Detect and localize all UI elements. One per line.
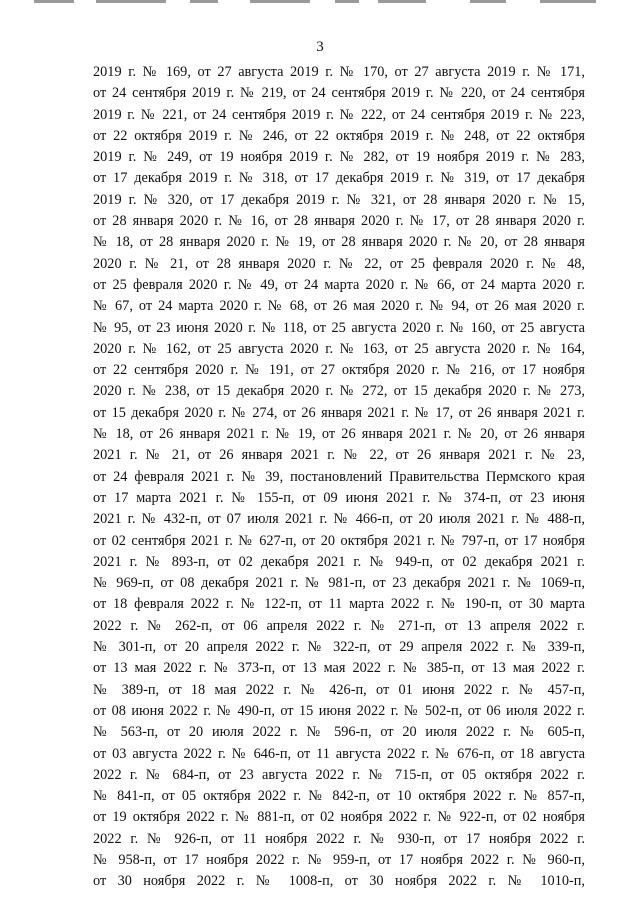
text-line: 2021 г. № 893-п, от 02 декабря 2021 г. № 949-п, от 02 декабря 2021 г. [93, 553, 585, 570]
text-line: 2019 г. № 320, от 17 декабря 2019 г. № 321, от 28 января 2020 г. № 15, [93, 191, 585, 208]
text-line: от 18 февраля 2022 г. № 122-п, от 11 марта 2022 г. № 190-п, от 30 марта [93, 596, 585, 613]
text-line: от 24 февраля 2021 г. № 39, постановлений Правительства Пермского края [93, 468, 585, 485]
text-line: от 22 октября 2019 г. № 246, от 22 октября 2019 г. № 248, от 22 октября [93, 127, 585, 144]
text-line: № 958-п, от 17 ноября 2022 г. № 959-п, от 17 ноября 2022 г. № 960-п, [93, 851, 585, 868]
text-line: от 15 декабря 2020 г. № 274, от 26 января 2021 г. № 17, от 26 января 2021 г. [93, 404, 585, 421]
text-line: № 563-п, от 20 июля 2022 г. № 596-п, от 20 июля 2022 г. № 605-п, [93, 724, 585, 741]
text-line: № 95, от 23 июня 2020 г. № 118, от 25 августа 2020 г. № 160, от 25 августа [93, 319, 585, 336]
text-line: 2022 г. № 262-п, от 06 апреля 2022 г. № 271-п, от 13 апреля 2022 г. [93, 617, 585, 634]
text-line: 2021 г. № 21, от 26 января 2021 г. № 22, от 26 января 2021 г. № 23, [93, 447, 585, 464]
text-line: от 28 января 2020 г. № 16, от 28 января 2020 г. № 17, от 28 января 2020 г. [93, 213, 585, 230]
text-line: от 24 сентября 2019 г. № 219, от 24 сентября 2019 г. № 220, от 24 сентября [93, 85, 585, 102]
text-line: от 02 сентября 2021 г. № 627-п, от 20 октября 2021 г. № 797-п, от 17 ноября [93, 532, 585, 549]
text-line: 2020 г. № 238, от 15 декабря 2020 г. № 272, от 15 декабря 2020 г. № 273, [93, 383, 585, 400]
text-line: № 18, от 28 января 2020 г. № 19, от 28 января 2020 г. № 20, от 28 января [93, 234, 585, 251]
text-line: № 67, от 24 марта 2020 г. № 68, от 26 мая 2020 г. № 94, от 26 мая 2020 г. [93, 298, 585, 315]
text-line: № 969-п, от 08 декабря 2021 г. № 981-п, от 23 декабря 2021 г. № 1069-п, [93, 575, 585, 592]
text-line: 2019 г. № 169, от 27 августа 2019 г. № 170, от 27 августа 2019 г. № 171, [93, 64, 585, 80]
document-body-text [93, 62, 585, 893]
text-line: от 03 августа 2022 г. № 646-п, от 11 августа 2022 г. № 676-п, от 18 августа [93, 745, 585, 762]
text-line: от 30 ноября 2022 г. № 1008-п, от 30 ноября 2022 г. № 1010-п, [93, 873, 585, 890]
text-line: 2019 г. № 249, от 19 ноября 2019 г. № 282, от 19 ноября 2019 г. № 283, [93, 149, 585, 166]
text-line: 2022 г. № 684-п, от 23 августа 2022 г. № 715-п, от 05 октября 2022 г. [93, 766, 585, 783]
text-line: 2022 г. № 926-п, от 11 ноября 2022 г. № 930-п, от 17 ноября 2022 г. [93, 830, 585, 847]
text-line: от 22 сентября 2020 г. № 191, от 27 октября 2020 г. № 216, от 17 ноября [93, 362, 585, 379]
page-number: 3 [316, 39, 324, 55]
text-line: 2020 г. № 21, от 28 января 2020 г. № 22, от 25 февраля 2020 г. № 48, [93, 255, 585, 272]
text-line: от 13 мая 2022 г. № 373-п, от 13 мая 2022 г. № 385-п, от 13 мая 2022 г. [93, 660, 585, 677]
text-line: от 25 февраля 2020 г. № 49, от 24 марта 2020 г. № 66, от 24 марта 2020 г. [93, 276, 585, 293]
text-line: № 301-п, от 20 апреля 2022 г. № 322-п, от 29 апреля 2022 г. № 339-п, [93, 639, 585, 656]
text-line: 2021 г. № 432-п, от 07 июля 2021 г. № 466-п, от 20 июля 2021 г. № 488-п, [93, 511, 585, 528]
text-line: от 19 октября 2022 г. № 881-п, от 02 ноября 2022 г. № 922-п, от 02 ноября [93, 809, 585, 826]
text-line: от 17 марта 2021 г. № 155-п, от 09 июня 2021 г. № 374-п, от 23 июня [93, 489, 585, 506]
text-line: 2020 г. № 162, от 25 августа 2020 г. № 163, от 25 августа 2020 г. № 164, [93, 340, 585, 357]
text-line: 2019 г. № 221, от 24 сентября 2019 г. № 222, от 24 сентября 2019 г. № 223, [93, 106, 585, 123]
text-line: № 18, от 26 января 2021 г. № 19, от 26 января 2021 г. № 20, от 26 января [93, 426, 585, 443]
text-line: от 08 июня 2022 г. № 490-п, от 15 июня 2022 г. № 502-п, от 06 июля 2022 г. [93, 702, 585, 719]
text-line: № 841-п, от 05 октября 2022 г. № 842-п, от 10 октября 2022 г. № 857-п, [93, 788, 585, 805]
scan-edge-artifact [0, 0, 640, 4]
text-line: от 17 декабря 2019 г. № 318, от 17 декабря 2019 г. № 319, от 17 декабря [93, 170, 585, 187]
text-line: № 389-п, от 18 мая 2022 г. № 426-п, от 01 июня 2022 г. № 457-п, [93, 681, 585, 698]
